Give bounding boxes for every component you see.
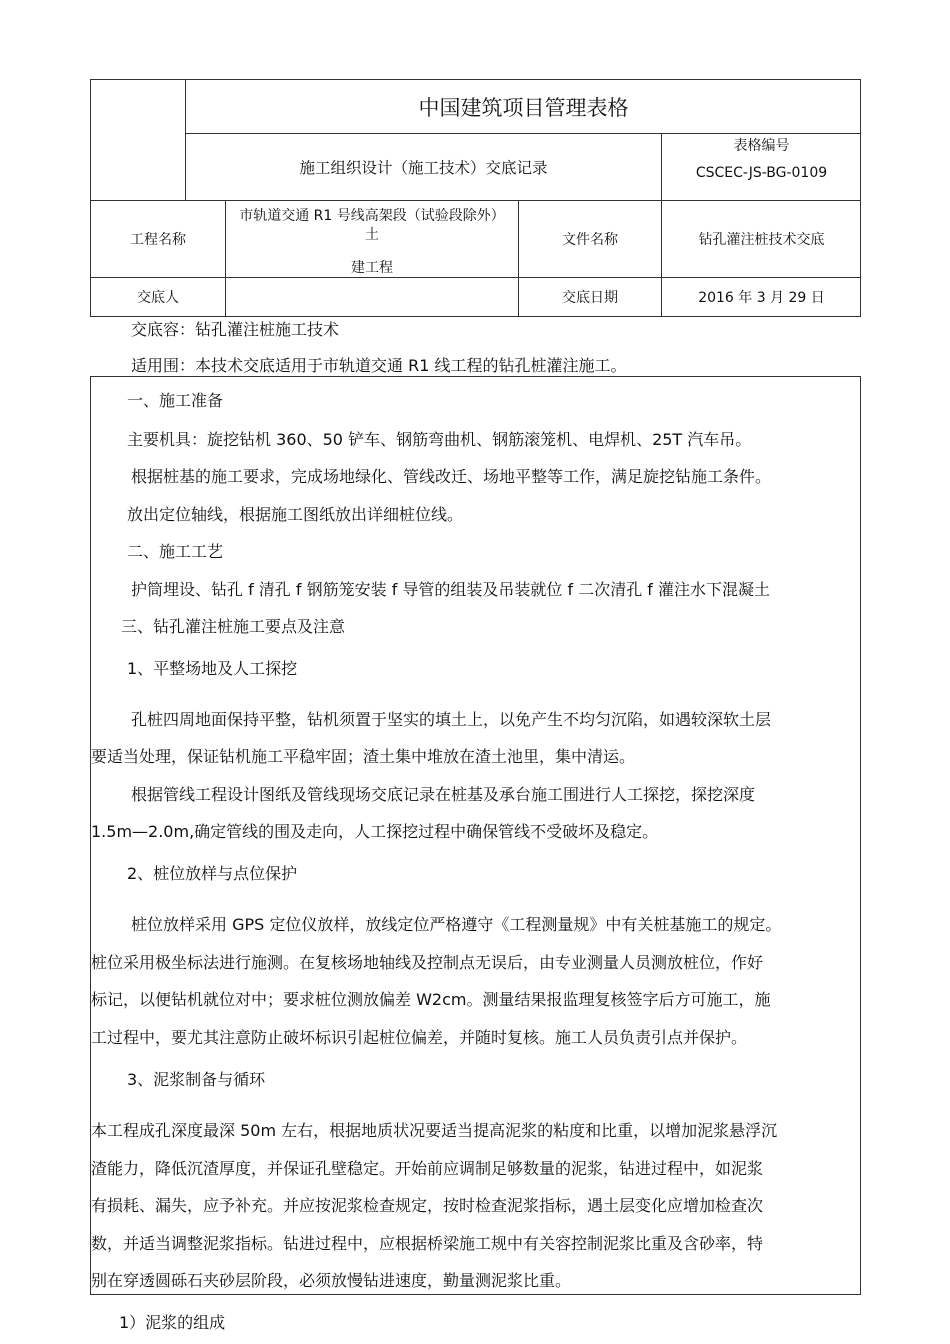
- slurry-composition-heading: 1）泥浆的组成: [119, 1313, 226, 1332]
- section-3-1-title: 1、平整场地及人工探挖: [127, 659, 298, 678]
- section-1-site-prep: 根据桩基的施工要求，完成场地绿化、管线改迁、场地平整等工作，满足旋挖钻施工条件。: [131, 467, 772, 486]
- body-box-bottom: [90, 1294, 861, 1295]
- section-3-3-line4: 数，并适当调整泥浆指标。钻进过程中，应根据桥梁施工规中有关容控制泥浆比重及含砂率，特: [91, 1234, 764, 1253]
- section-3-3-line5: 别在穿透圆砾石夹砂层阶段，必须放慢钻进速度，勤量测泥浆比重。: [91, 1271, 572, 1290]
- submitter-value: [226, 278, 518, 316]
- section-3-2-line4: 工过程中，要尤其注意防止破坏标识引起桩位偏差，并随时复核。施工人员负责引点并保护。: [91, 1028, 748, 1047]
- section-3-2-line3: 标记，以便钻机就位对中；要求桩位测放偏差 W2cm。测量结果报监理复核签字后方可施工，施: [91, 990, 771, 1009]
- table-border-bottom: [90, 316, 861, 317]
- section-3-2-line2: 桩位采用极坐标法进行施测。在复核场地轴线及控制点无误后，由专业测量人员测放桩位，作好: [91, 953, 764, 972]
- section-1-layout: 放出定位轴线，根据施工图纸放出详细桩位线。: [127, 505, 464, 524]
- section-3-1-para2-line1: 根据管线工程设计图纸及管线现场交底记录在桩基及承台施工围进行人工探挖，探挖深度: [131, 785, 756, 804]
- project-name-line2: 土: [365, 227, 379, 243]
- section-3-1-para1-line2: 要适当处理，保证钻机施工平稳牢固；渣土集中堆放在渣土池里，集中清运。: [91, 747, 636, 766]
- section-3-1-para2-line2: 1.5m—2.0m,确定管线的围及走向，人工探挖过程中确保管线不受破坏及稳定。: [91, 822, 659, 841]
- body-box-top: [90, 376, 861, 377]
- content-line: 交底容：钻孔灌注桩施工技术: [131, 320, 340, 339]
- section-3-title: 三、钻孔灌注桩施工要点及注意: [121, 617, 346, 636]
- section-3-3-line3: 有损耗、漏失，应予补充。并应按泥浆检查规定，按时检查泥浆指标，遇土层变化应增加检查次: [91, 1196, 764, 1215]
- file-name-label: 文件名称: [562, 232, 618, 248]
- section-3-2-line1: 桩位放样采用 GPS 定位仪放样，放线定位严格遵守《工程测量规》中有关桩基施工的规定。: [131, 915, 782, 934]
- body-box-right: [860, 376, 861, 1295]
- section-3-3-line2: 渣能力，降低沉渣厚度，并保证孔壁稳定。开始前应调制足够数量的泥浆，钻进过程中，如泥浆: [91, 1159, 764, 1178]
- form-number-value: CSCEC-JS-BG-0109: [695, 165, 828, 181]
- section-3-3-title: 3、泥浆制备与循环: [127, 1070, 266, 1089]
- section-2-title: 二、施工工艺: [127, 542, 224, 561]
- project-name-value: [226, 201, 518, 277]
- form-number-label: 表格编号: [733, 138, 790, 154]
- file-name-value: 钻孔灌注桩技术交底: [698, 232, 825, 248]
- project-name-line1: 市轨道交通 R1 号线高架段（试验段除外）: [239, 208, 505, 224]
- date-value: 2016 年 3 月 29 日: [698, 290, 825, 306]
- project-name-line3: 建工程: [351, 260, 393, 276]
- section-2-process: 护筒埋设、钻孔 f 清孔 f 钢筋笼安装 f 导管的组装及吊装就位 f 二次清孔 f 灌注水下混凝土: [131, 580, 771, 599]
- project-name-label: 工程名称: [130, 232, 186, 248]
- section-3-2-title: 2、桩位放样与点位保护: [127, 864, 298, 883]
- form-subtitle: 施工组织设计（施工技术）交底记录: [299, 159, 548, 177]
- section-1-equipment: 主要机具：旋挖钻机 360、50 铲车、钢筋弯曲机、钢筋滚笼机、电焊机、25T 汽车吊。: [127, 430, 752, 449]
- scope-line: 适用围：本技术交底适用于市轨道交通 R1 线工程的钻孔桩灌注施工。: [131, 356, 627, 375]
- section-3-1-para1-line1: 孔桩四周地面保持平整，钻机须置于坚实的填土上，以免产生不均匀沉陷，如遇较深软土层: [131, 710, 772, 729]
- date-label: 交底日期: [562, 290, 618, 306]
- section-3-3-line1: 本工程成孔深度最深 50m 左右，根据地质状况要适当提高泥浆的粘度和比重，以增加泥浆悬浮沉: [91, 1121, 778, 1140]
- section-1-title: 一、施工准备: [127, 391, 224, 410]
- submitter-label: 交底人: [137, 290, 179, 306]
- form-main-title: 中国建筑项目管理表格: [418, 95, 629, 120]
